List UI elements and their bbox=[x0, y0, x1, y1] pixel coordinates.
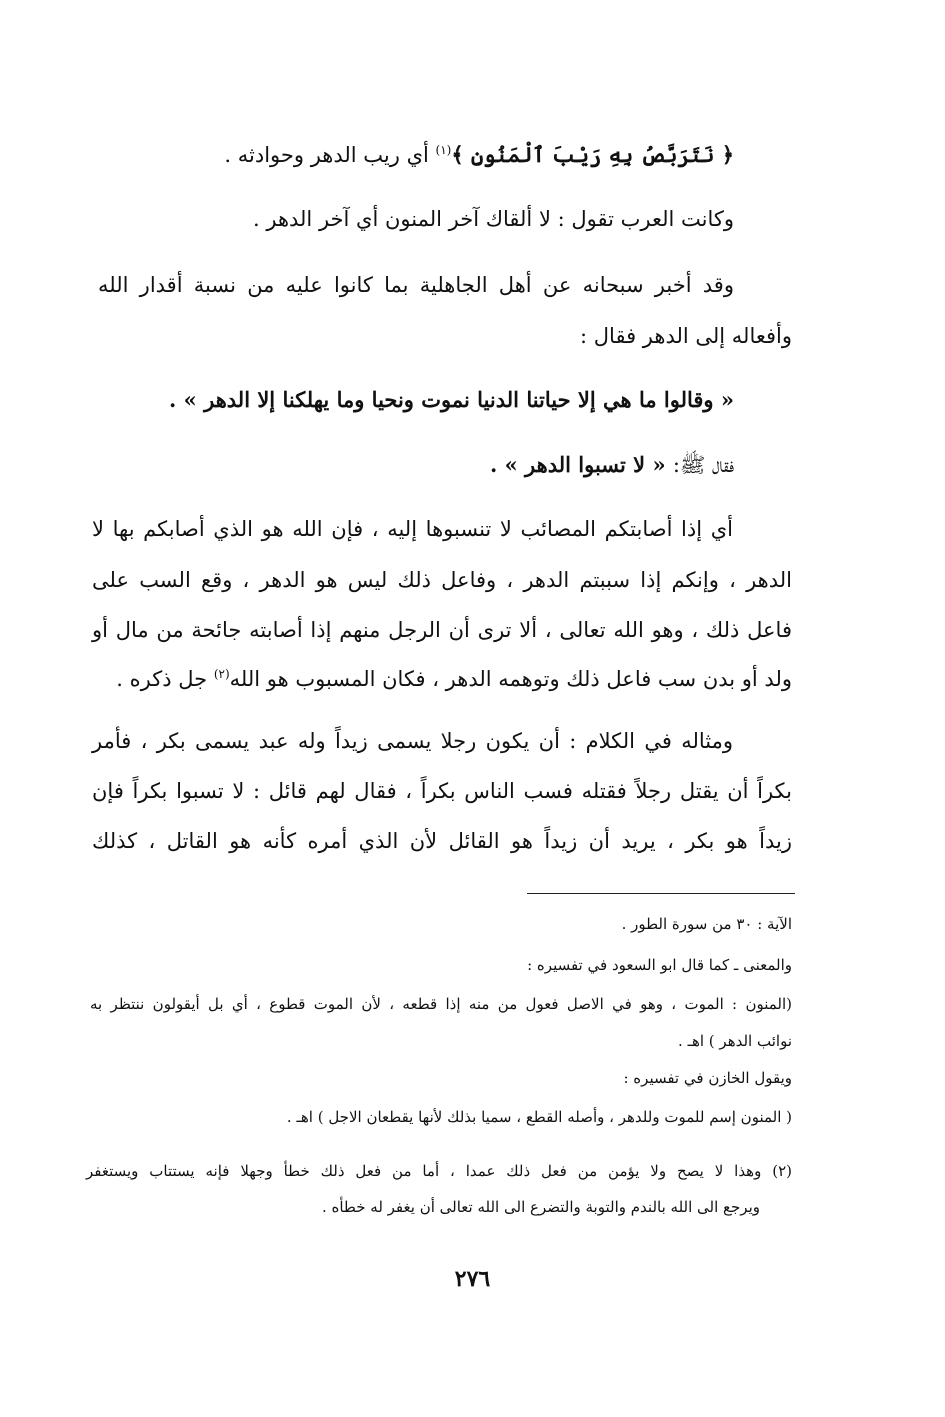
text-line: فاعل ذلك ، وهو الله تعالى ، ألا ترى أن الرجل منهم إذا أصابته جائحة من مال أو bbox=[92, 618, 792, 642]
text-line: وأفعاله إلى الدهر فقال : bbox=[580, 324, 792, 348]
verse-explanation: أي ريب الدهر وحوادثه . bbox=[224, 143, 436, 167]
footnote-line: ويقول الخازن في تفسيره : bbox=[623, 1069, 792, 1087]
text-line: أي إذا أصابتكم المصائب لا تنسبوها إليه ، فإن الله هو الذي أصابكم بها لا bbox=[92, 517, 733, 541]
footnote-ref-2: (٢) bbox=[213, 667, 230, 681]
text-line: زيداً هو بكر ، يريد أن زيداً هو القائل لأن الذي أمره كأنه هو القاتل ، كذلك bbox=[92, 829, 792, 853]
text-line: بكراً أن يقتل رجلاً فقتله فسب الناس بكراً ، فقال لهم قائل : لا تسبوا بكراً فإن bbox=[92, 779, 792, 803]
footnote-line: ويرجع الى الله بالندم والتوبة والتضرع الى الله تعالى أن يغفر له خطأه . bbox=[321, 1198, 760, 1216]
text-segment: جل ذكره . bbox=[116, 667, 214, 691]
hadith-text: « لا تسبوا الدهر » . bbox=[489, 452, 673, 477]
quran-verse: ﴿ نَتَرَبَّصُ بِهِ رَيْبَ ٱلْمَنُونِ ﴾ bbox=[451, 142, 734, 167]
text-line bbox=[116, 664, 792, 694]
text-line: وكانت العرب تقول : لا ألقاك آخر المنون أي آخر الدهر . bbox=[253, 207, 734, 231]
footnote-divider bbox=[527, 893, 795, 894]
quran-verse-line bbox=[224, 140, 734, 170]
page-number: ٢٧٦ bbox=[454, 1266, 491, 1292]
footnote-line: ( المنون إسم للموت وللدهر ، وأصله القطع ، سميا بذلك لأنها يقطعان الاجل ) اهـ . bbox=[286, 1108, 792, 1126]
footnote-line: (٢) وهذا لا يصح ولا يؤمن من فعل ذلك عمدا ، أما من فعل ذلك خطأ وجهلا فإنه يستتاب ويستغفر bbox=[86, 1162, 792, 1180]
hadith-intro: فقال ﷺ: bbox=[672, 453, 734, 477]
footnote-line: والمعنى ـ كما قال ابو السعود في تفسيره : bbox=[527, 956, 792, 974]
footnote-line: الآية : ٣٠ من سورة الطور . bbox=[621, 915, 792, 933]
text-line: الدهر ، وإنكم إذا سببتم الدهر ، وفاعل ذلك ليس هو الدهر ، وقع السب على bbox=[92, 568, 792, 592]
text-segment: ولد أو بدن سب فاعل ذلك وتوهمه الدهر ، فكان المسبوب هو الله bbox=[229, 667, 792, 691]
footnote-line: (المنون : الموت ، وهو في الاصل فعول من منه إذا قطعه ، لأن الموت قطوع ، أي بل أيقولون ننتظر به bbox=[90, 995, 792, 1013]
text-line: وقد أخبر سبحانه عن أهل الجاهلية بما كانوا عليه من نسبة أقدار الله bbox=[98, 273, 734, 297]
quote-line: « وقالوا ما هي إلا حياتنا الدنيا نموت ونحيا وما يهلكنا إلا الدهر » . bbox=[169, 387, 734, 412]
hadith-line bbox=[490, 450, 734, 480]
footnote-line: نوائب الدهر ) اهـ . bbox=[678, 1032, 792, 1050]
text-line: ومثاله في الكلام : أن يكون رجلا يسمى زيداً وله عبد يسمى بكر ، فأمر bbox=[92, 729, 733, 753]
footnote-ref-1: (١) bbox=[435, 143, 452, 157]
